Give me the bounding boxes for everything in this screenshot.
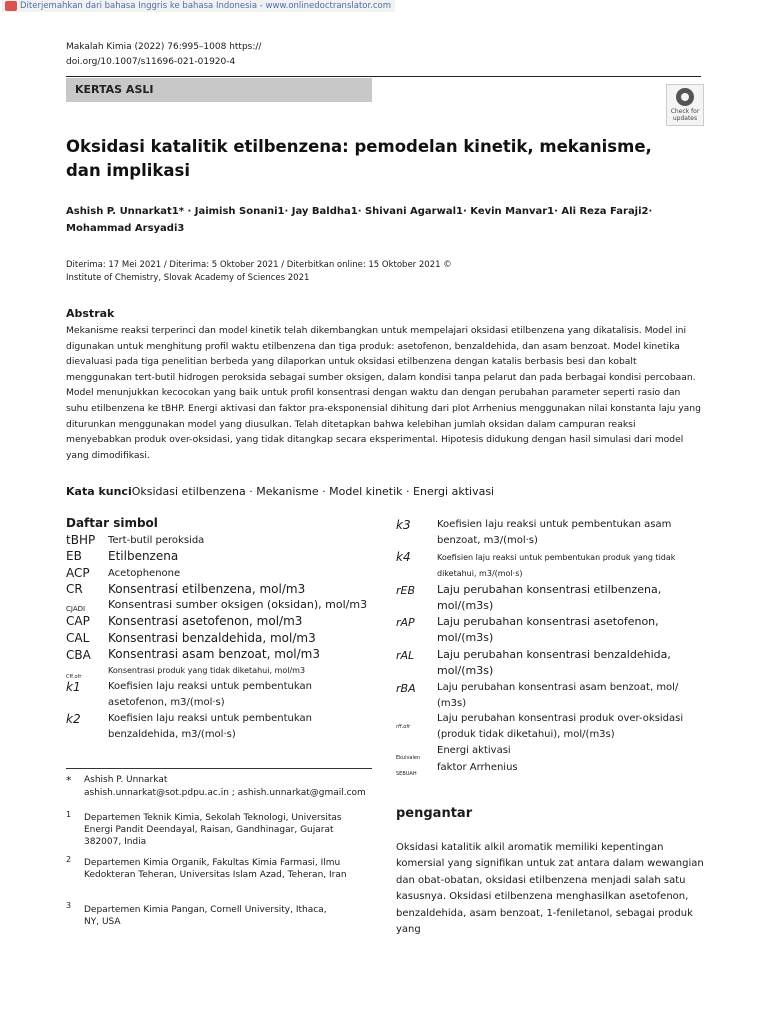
symbol-definition: Laju perubahan konsentrasi benzaldehida, mol/(m3s) (437, 648, 671, 677)
symbol-definition: Koefisien laju reaksi untuk pembentukan asam benzoat, m3/(mol·s) (437, 519, 672, 546)
intro-heading: pengantar (396, 806, 473, 821)
article-type-label: KERTAS ASLI (75, 83, 154, 96)
symbol-term: k2 (66, 712, 81, 726)
symbol-term: rAL (396, 649, 415, 662)
banner-text: Diterjemahkan dari bahasa Inggris ke bahasa Indonesia - www.onlinedoctranslator.com (20, 1, 392, 11)
symbol-definition: faktor Arrhenius (437, 762, 518, 773)
symbol-term: SEBUAH (396, 771, 417, 777)
symbol-term: EB (66, 549, 82, 563)
symbol-definition: Tert-butil peroksida (108, 535, 205, 546)
badge-text: Check for updates (670, 108, 700, 122)
symbol-definition: Konsentrasi sumber oksigen (oksidan), mol/m3 (108, 598, 368, 611)
corresponding-email[interactable]: ashish.unnarkat@sot.pdpu.ac.in ; ashish.unnarkat@gmail.com (84, 788, 366, 798)
symbol-term: CBA (66, 648, 91, 662)
symbol-definition: Etilbenzena (108, 549, 179, 563)
symbol-definition: Konsentrasi benzaldehida, mol/m3 (108, 631, 316, 645)
symbol-definition: Koefisien laju reaksi untuk pembentukan benzaldehida, m3/(mol·s) (108, 713, 312, 740)
corresponding-author: Ashish P. Unnarkat (84, 775, 168, 785)
article-type-bar (66, 78, 372, 102)
symbol-term: CJADI (66, 605, 86, 613)
crossmark-icon (676, 88, 694, 106)
footnote-star: * (66, 774, 72, 787)
footnote-number: 3 (66, 901, 72, 910)
journal-citation (66, 40, 326, 70)
symbol-term: tBHP (66, 533, 96, 547)
footnote-rule (66, 768, 372, 769)
abstract-heading: Abstrak (66, 307, 115, 320)
dates-line-2: Institute of Chemistry, Slovak Academy of Sciences 2021 (66, 273, 310, 283)
publication-dates (66, 259, 666, 285)
symbol-term: Cff.ofr (66, 674, 82, 680)
symbol-definition: Laju perubahan konsentrasi etilbenzena, mol/(m3s) (437, 583, 662, 612)
footnote-number: 1 (66, 810, 72, 819)
keywords-text: Oksidasi etilbenzena · Mekanisme · Model kinetik · Energi aktivasi (131, 485, 495, 498)
authors-line-2: Mohammad Arsyadi3 (66, 223, 185, 234)
keywords-label: Kata kunci (66, 485, 132, 498)
symbol-term: rff.ofr (396, 724, 411, 730)
pdf-icon (5, 1, 17, 11)
symbol-definition: Konsentrasi produk yang tidak diketahui, mol/m3 (108, 666, 306, 675)
symbol-definition: Laju perubahan konsentrasi asam benzoat, mol/ (m3s) (437, 682, 679, 709)
intro-text: Oksidasi katalitik alkil aromatik memiliki kepentingan komersial yang signifikan untuk zat antara dalam wewangian dan obat-obatan, oksidasi etilbenzena menjadi salah satu kasusnya. Oksidasi etilbenzena menghasilkan asetofenon, benzaldehida, asam benzoat, 1-feniletanol, sebagai produk yang (396, 842, 704, 936)
authors-line-1: Ashish P. Unnarkat1* · Jaimish Sonani1· Jay Baldha1· Shivani Agarwal1· Kevin Manvar1· Ali Reza Faraji2· (66, 206, 653, 217)
keywords (66, 485, 494, 498)
symbol-definition: Energi aktivasi (437, 745, 511, 756)
paper-title: Oksidasi katalitik etilbenzena: pemodelan kinetik, mekanisme, dan implikasi (66, 137, 652, 180)
journal-doi[interactable]: doi.org/10.1007/s11696-021-01920-4 (66, 57, 236, 67)
symbol-definition: Konsentrasi asetofenon, mol/m3 (108, 614, 303, 628)
symbol-definition: Acetophenone (108, 568, 181, 579)
abstract-text: Mekanisme reaksi terperinci dan model kinetik telah dikembangkan untuk mempelajari oksidasi etilbenzena yang dikatalisis. Model ini digunakan untuk menghitung profil waktu etilbenzena dan tiga produk: asetofenon, benzaldehida, dan asam benzoat. Model kinetika dievaluasi pada tiga penelitian berbeda yang dilaporkan untuk oksidasi etilbenzena dengan katalis berbasis besi dan kobalt menggunakan tert-butil hidrogen peroksida sebagai sumber oksigen, dalam kondisi tanpa pelarut dan pada berbagai kondisi percobaan. Model menunjukkan kecocokan yang baik untuk profil konsentrasi dengan waktu dan dengan perubahan parameter seperti rasio dan suhu etilbenzena ke tBHP. Energi aktivasi dan faktor pra-eksponensial dihitung dari plot Arrhenius menggunakan nilai konstanta laju yang diturunkan menggunakan model yang diusulkan. Telah ditetapkan bahwa kelebihan jumlah oksidan dalam campuran reaksi menyebabkan produk over-oksidasi, yang tidak ditangkap secara eksperimental. Hipotesis didukung dengan hasil simulasi dari model yang dimodifikasi. (66, 325, 701, 461)
symbol-term: rEB (396, 584, 416, 597)
symbol-definition: Koefisien laju reaksi untuk pembentukan asetofenon, m3/(mol·s) (108, 681, 312, 708)
header-rule (66, 76, 701, 77)
affiliation-2: Departemen Kimia Organik, Fakultas Kimia Farmasi, Ilmu Kedokteran Teheran, Universitas Islam Azad, Teheran, Iran (84, 858, 347, 880)
symbol-term: k4 (396, 550, 411, 564)
symbol-term: Ekuivalen (396, 755, 421, 761)
symbols-heading: Daftar simbol (66, 516, 158, 530)
affiliation-1: Departemen Teknik Kimia, Sekolah Teknologi, Universitas Energi Pandit Deendayal, Raisan, Gandhinagar, Gujarat 382007, India (84, 813, 342, 847)
dates-line-1: Diterima: 17 Mei 2021 / Diterima: 5 Oktober 2021 / Diterbitkan online: 15 Oktober 2021 © (66, 260, 452, 270)
symbol-definition: Koefisien laju reaksi untuk pembentukan produk yang tidak diketahui, m3/(mol·s) (437, 553, 676, 578)
symbol-term: rBA (396, 682, 416, 695)
journal-line-1: Makalah Kimia (2022) 76:995–1008 https:// (66, 42, 262, 52)
author-list (66, 203, 696, 237)
symbol-term: CR (66, 582, 83, 596)
symbol-term: k1 (66, 680, 81, 694)
symbol-term: rAP (396, 616, 415, 629)
symbol-term: ACP (66, 566, 90, 580)
symbol-definition: Konsentrasi etilbenzena, mol/m3 (108, 582, 306, 596)
footnote-number: 2 (66, 855, 72, 864)
translation-banner[interactable] (2, 0, 395, 12)
symbol-definition: Laju perubahan konsentrasi asetofenon, mol/(m3s) (437, 615, 659, 644)
symbol-definition: Konsentrasi asam benzoat, mol/m3 (108, 647, 320, 661)
affiliation-3: Departemen Kimia Pangan, Cornell University, Ithaca, NY, USA (84, 905, 327, 927)
symbol-definition: Laju perubahan konsentrasi produk over-oksidasi (produk tidak diketahui), mol/(m3s) (437, 713, 684, 740)
check-for-updates-badge[interactable] (666, 84, 704, 126)
symbol-term: k3 (396, 518, 411, 532)
symbol-term: CAP (66, 614, 90, 628)
symbol-term: CAL (66, 631, 90, 645)
